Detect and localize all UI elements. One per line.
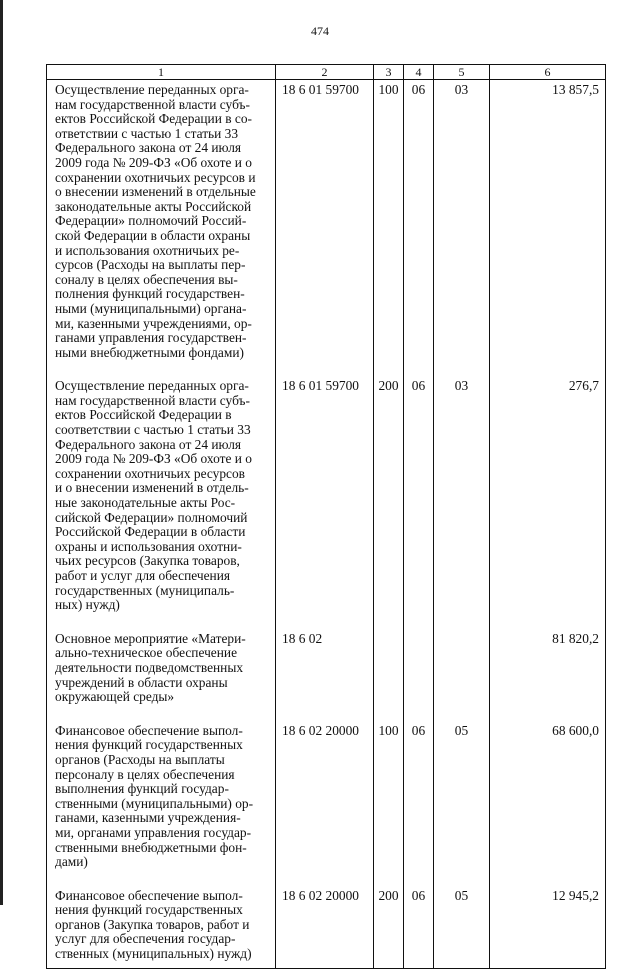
row-col3-cell: [374, 629, 404, 721]
row-amount-cell: 13 857,5: [490, 80, 606, 377]
column-header-2: 2: [276, 65, 374, 80]
row-name-cell: Основное мероприятие «Матери- ально-техническое обеспечение деятельности подведомственных учреждений в области охраны окружающей среды»: [47, 629, 276, 721]
table-row: [47, 80, 606, 377]
row-code-cell: 18 6 02 20000: [276, 721, 374, 886]
column-header-6: 6: [490, 65, 606, 80]
row-name-cell: Осуществление переданных орга- нам государственной власти субъ- ектов Российской Федерации в со- ответствии с частью 1 статьи 33 Федерального закона от 24 июля 2009 года № 209-ФЗ «Об охоте и о сохранении охотничьих ресурсов и о внесении изменений в отдельные законодательные акты Российской Федерации» полномочий Россий- ской Федерации в области охраны и использования охотничьих ре- сурсов (Расходы на выплаты пер- соналу в целях обеспечения вы- полнения функций государствен- ными (муниципальными) органа- ми, казенными учреждениями, ор- ганами управления государствен- ными внебюджетными фондами): [47, 80, 276, 377]
row-col4-cell: [404, 629, 434, 721]
table-row: [47, 721, 606, 886]
table-header-row: [47, 65, 606, 80]
row-amount-cell: 12 945,2: [490, 886, 606, 968]
table-body: [47, 80, 606, 969]
row-col4-cell: 06: [404, 721, 434, 886]
column-header-5: 5: [434, 65, 490, 80]
row-name-cell: Финансовое обеспечение выпол- нения функций государственных органов (Расходы на выплаты персоналу в целях обеспечения выполнения функций государ- ственными (муниципальными) ор- ганами, казенными учреждения- ми, органами управления государ- ственными внебюджетными фон- дами): [47, 721, 276, 886]
row-amount-cell: 276,7: [490, 376, 606, 629]
row-col4-cell: 06: [404, 376, 434, 629]
row-code-cell: 18 6 02 20000: [276, 886, 374, 968]
scan-edge-mark: [0, 0, 3, 905]
table-row: [47, 886, 606, 968]
column-header-3: 3: [374, 65, 404, 80]
row-col5-cell: 03: [434, 80, 490, 377]
row-col5-cell: 03: [434, 376, 490, 629]
row-col3-cell: 200: [374, 376, 404, 629]
column-header-1: 1: [47, 65, 276, 80]
table-row: [47, 629, 606, 721]
row-col5-cell: 05: [434, 886, 490, 968]
row-col4-cell: 06: [404, 886, 434, 968]
row-col5-cell: [434, 629, 490, 721]
row-code-cell: 18 6 02: [276, 629, 374, 721]
page-number: 474: [311, 24, 329, 38]
budget-table: [46, 64, 606, 969]
row-code-cell: 18 6 01 59700: [276, 80, 374, 377]
row-col5-cell: 05: [434, 721, 490, 886]
row-code-cell: 18 6 01 59700: [276, 376, 374, 629]
row-col3-cell: 200: [374, 886, 404, 968]
row-name-cell: Финансовое обеспечение выпол- нения функций государственных органов (Закупка товаров, работ и услуг для обеспечения государ- ственных (муниципальных) нужд): [47, 886, 276, 968]
row-amount-cell: 81 820,2: [490, 629, 606, 721]
row-col3-cell: 100: [374, 80, 404, 377]
row-name-cell: Осуществление переданных орга- нам государственной власти субъ- ектов Российской Федерации в соответствии с частью 1 статьи 33 Федерального закона от 24 июля 2009 года № 209-ФЗ «Об охоте и о сохранении охотничьих ресурсов и о внесении изменений в отдель- ные законодательные акты Рос- сийской Федерации» полномочий Российской Федерации в области охраны и использования охотни- чьих ресурсов (Закупка товаров, работ и услуг для обеспечения государственных (муниципаль- ных) нужд): [47, 376, 276, 629]
row-col3-cell: 100: [374, 721, 404, 886]
column-header-4: 4: [404, 65, 434, 80]
row-col4-cell: 06: [404, 80, 434, 377]
table-row: [47, 376, 606, 629]
row-amount-cell: 68 600,0: [490, 721, 606, 886]
